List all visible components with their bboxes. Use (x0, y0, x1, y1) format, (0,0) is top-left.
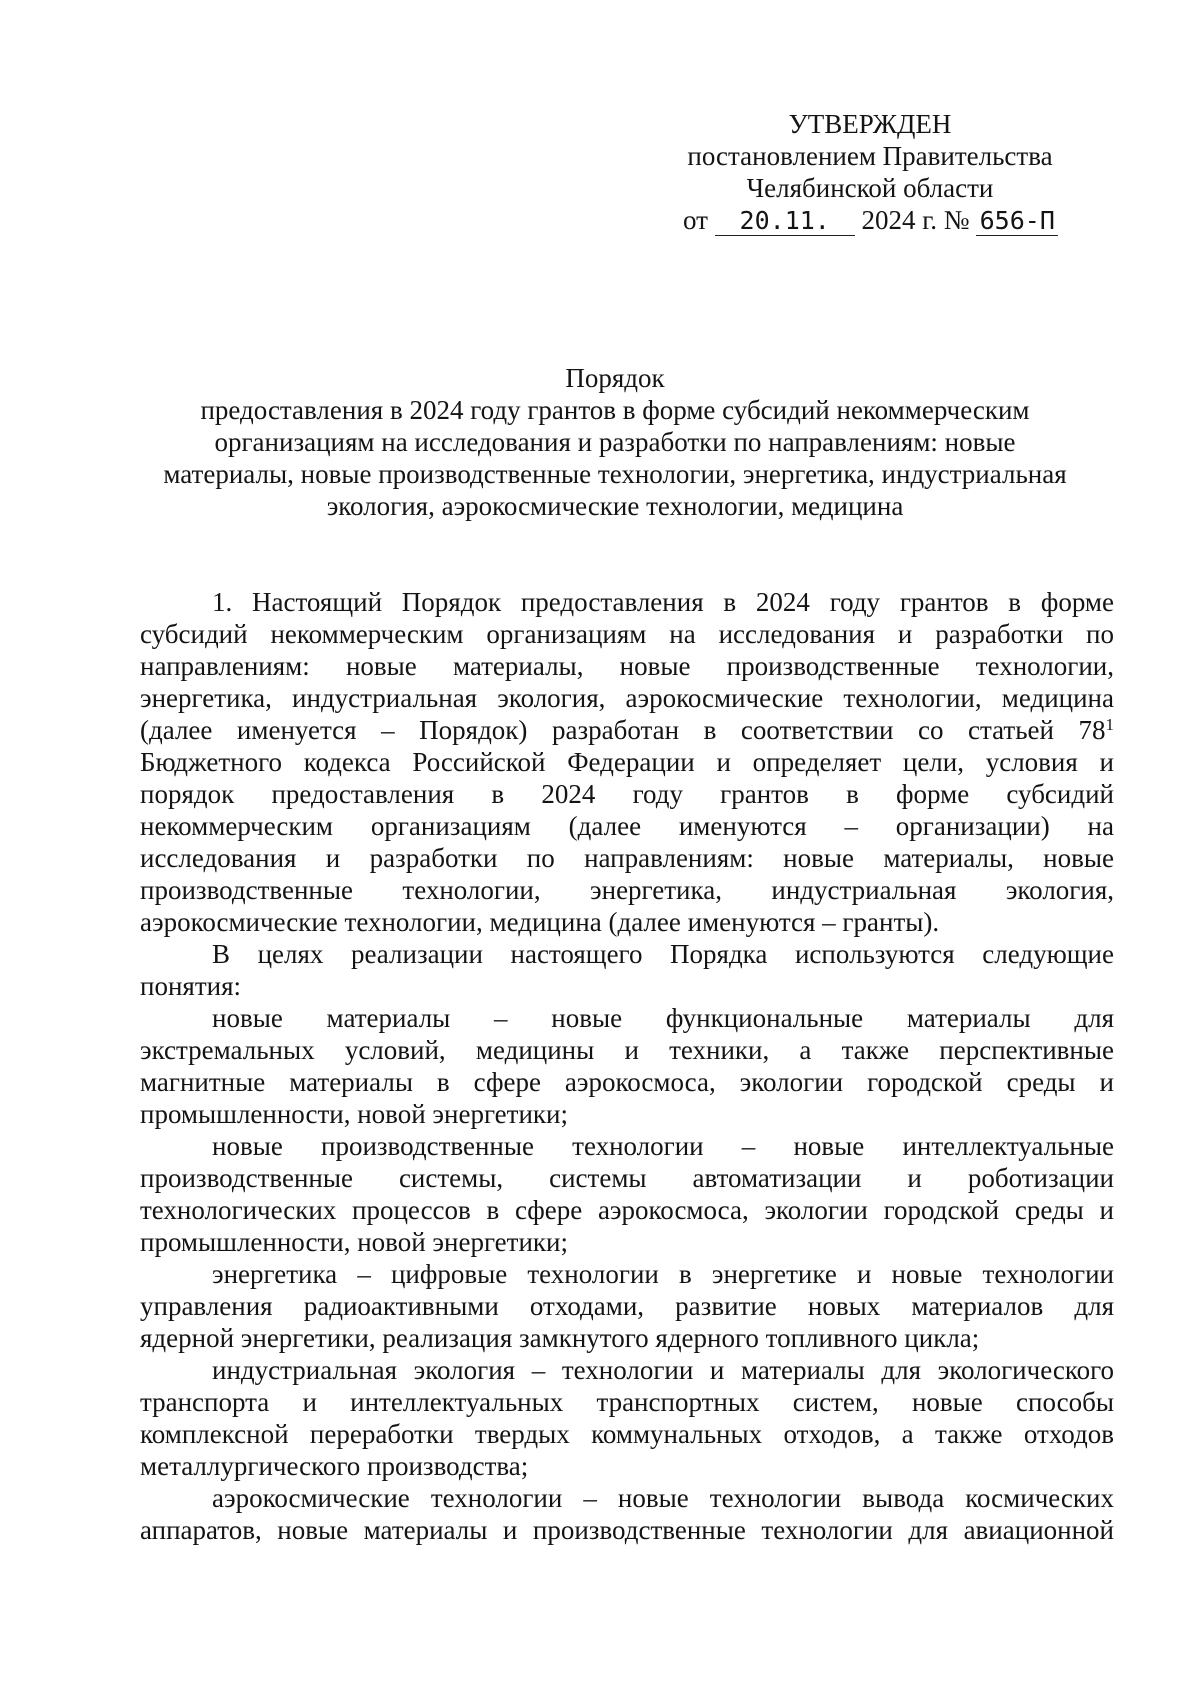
definition-line: аэрокосмические технологии – новые технологии вывода космических (212, 1483, 1114, 1513)
paragraph-line: аэрокосмические технологии, медицина (далее именуются – гранты). (140, 907, 940, 937)
document-body (140, 586, 1114, 1546)
paragraph-line: Бюджетного кодекса Российской Федерации и определяет цели, условия и (140, 747, 1114, 777)
approval-line-region: Челябинской области (746, 173, 994, 203)
definition-line: аппаратов, новые материалы и производственные технологии для авиационной (140, 1515, 1114, 1545)
paragraph-line: направлениям: новые материалы, новые производственные технологии, (140, 651, 1114, 681)
definition-line: производственные системы, системы автоматизации и роботизации (140, 1163, 1114, 1193)
approval-title: УТВЕРЖДЕН (788, 109, 952, 139)
paragraph-line: субсидий некоммерческим организациям на исследования и разработки по (140, 619, 1114, 649)
paragraph-line: производственные технологии, энергетика, индустриальная экология, (140, 875, 1114, 905)
date-prefix: от (683, 205, 708, 235)
paragraph-line: 1. Настоящий Порядок предоставления в 2024 году грантов в форме (212, 587, 1114, 617)
definition-line: ядерной энергетики, реализация замкнутого ядерного топливного цикла; (140, 1323, 980, 1353)
paragraph-line: некоммерческим организациям (далее именуются – организации) на (140, 811, 1114, 841)
article-superscript: 1 (1105, 715, 1114, 734)
document-title (130, 362, 1100, 522)
paragraph-line: энергетика, индустриальная экология, аэрокосмические технологии, медицина (140, 683, 1114, 713)
definition-line: промышленности, новой энергетики; (140, 1099, 568, 1129)
title-line: материалы, новые производственные технологии, энергетика, индустриальная (163, 459, 1067, 489)
definition-line: энергетика – цифровые технологии в энергетике и новые технологии (212, 1259, 1114, 1289)
date-value: 20.11. (715, 207, 855, 236)
definition-line: металлургического производства; (140, 1451, 529, 1481)
decree-number: 656-П (976, 207, 1058, 236)
year-text: 2024 г. № (861, 205, 970, 235)
paragraph-line-with-footnote (140, 714, 1114, 746)
approval-stamp (660, 108, 1080, 236)
definition-line: комплексной переработки твердых коммунальных отходов, а также отходов (140, 1419, 1114, 1449)
title-line: предоставления в 2024 году грантов в форме субсидий некоммерческим (200, 395, 1030, 425)
paragraph-line: порядок предоставления в 2024 году грантов в форме субсидий (140, 779, 1114, 809)
paragraph-line: понятия: (140, 971, 241, 1001)
approval-line-resolution: постановлением Правительства (687, 141, 1053, 171)
definition-line: новые производственные технологии – новые интеллектуальные (212, 1131, 1114, 1161)
definition-line: управления радиоактивными отходами, развитие новых материалов для (140, 1291, 1114, 1321)
paragraph-line: В целях реализации настоящего Порядка используются следующие (212, 939, 1114, 969)
paragraph-text: (далее именуется – Порядок) разработан в соответствии со статьей 78 (140, 715, 1106, 745)
definition-line: магнитные материалы в сфере аэрокосмоса, экологии городской среды и (140, 1067, 1114, 1097)
title-heading: Порядок (565, 363, 665, 393)
title-line: экология, аэрокосмические технологии, медицина (326, 491, 904, 521)
definition-line: индустриальная экология – технологии и материалы для экологического (212, 1355, 1114, 1385)
paragraph-line: исследования и разработки по направлениям: новые материалы, новые (140, 843, 1114, 873)
definition-line: новые материалы – новые функциональные материалы для (212, 1003, 1114, 1033)
definition-line: промышленности, новой энергетики; (140, 1227, 568, 1257)
approval-date-line (683, 204, 1080, 236)
definition-line: технологических процессов в сфере аэрокосмоса, экологии городской среды и (140, 1195, 1114, 1225)
title-line: организациям на исследования и разработки по направлениям: новые (214, 427, 1016, 457)
definition-line: экстремальных условий, медицины и техники, а также перспективные (140, 1035, 1114, 1065)
definition-line: транспорта и интеллектуальных транспортных систем, новые способы (140, 1387, 1114, 1417)
